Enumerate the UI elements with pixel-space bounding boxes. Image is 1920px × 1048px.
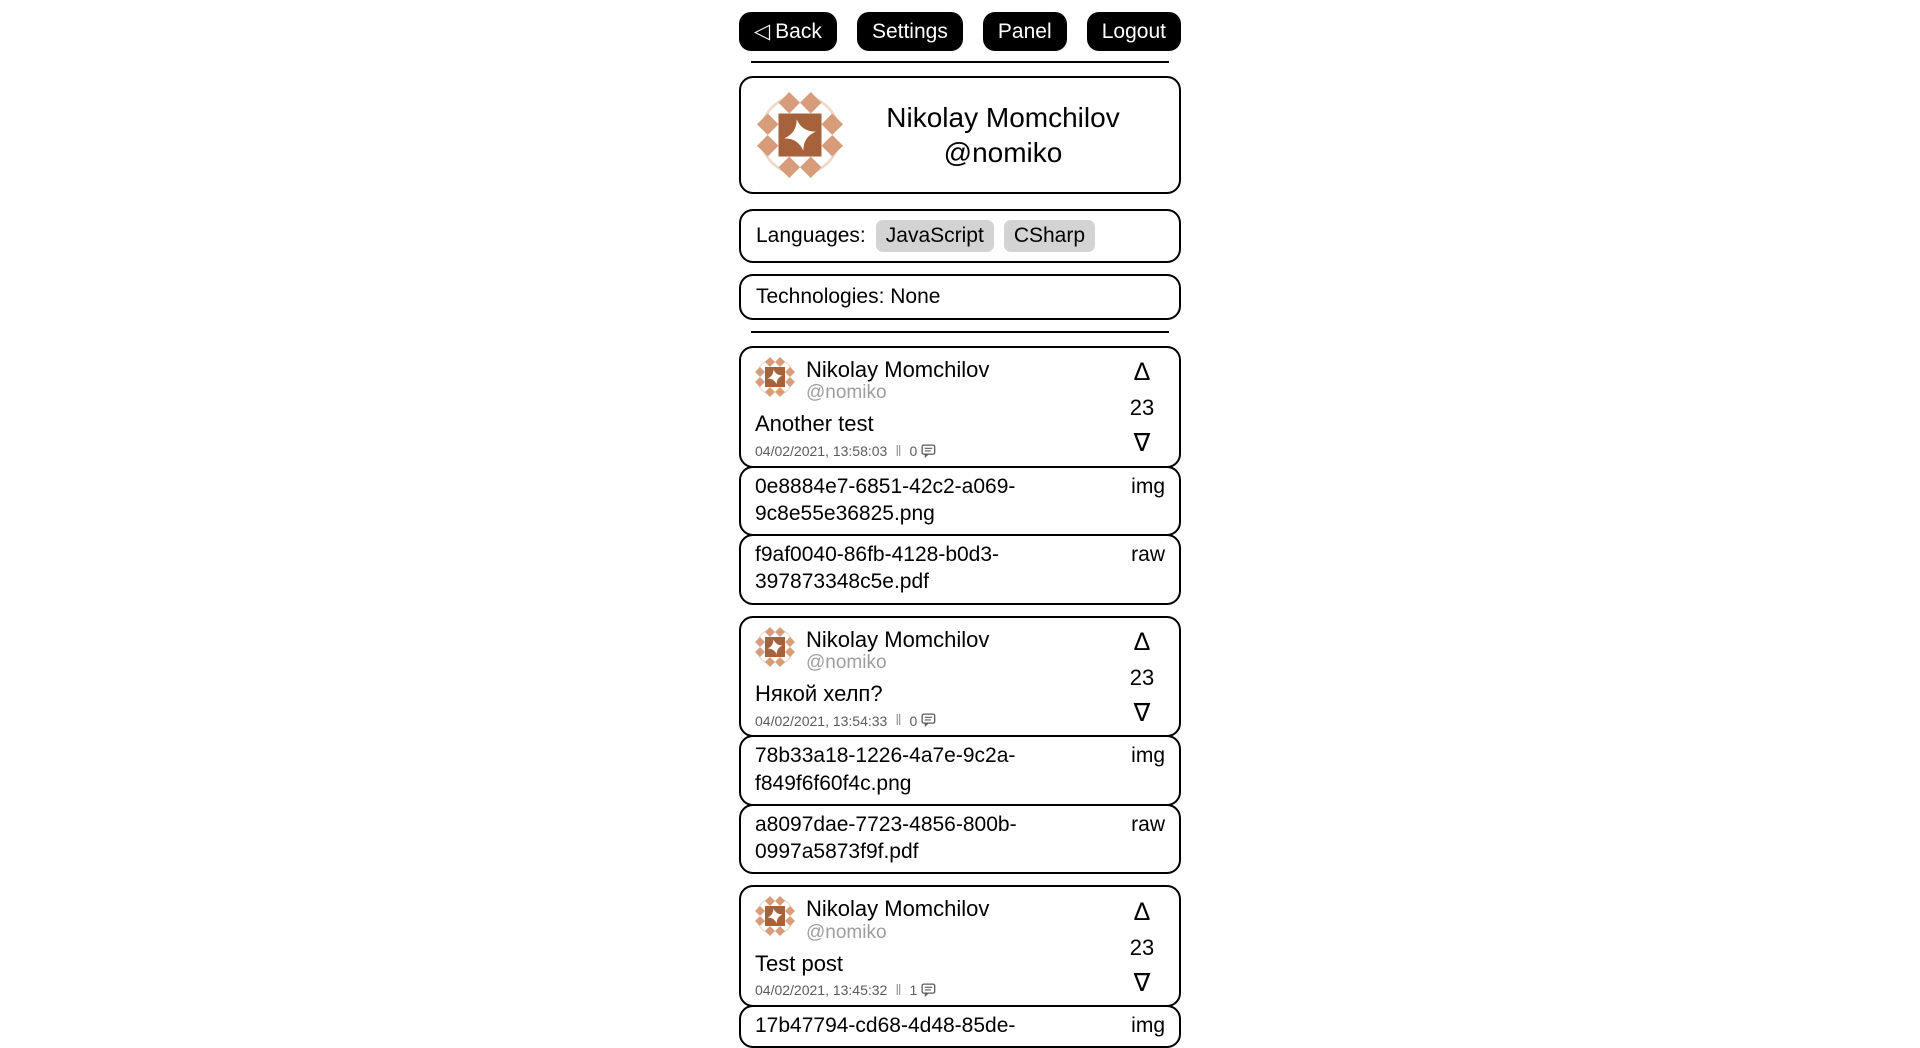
upvote-button[interactable]: Δ xyxy=(1133,897,1151,926)
meta-separator: ‖ xyxy=(895,981,902,999)
post-main xyxy=(755,627,1121,730)
attachment-type: raw xyxy=(1131,812,1165,836)
vote-score: 23 xyxy=(1129,395,1155,421)
profile-handle: @nomiko xyxy=(943,137,1063,168)
vote-column xyxy=(1121,897,1165,997)
attachment-type: img xyxy=(1131,1013,1165,1037)
language-tag-javascript: JavaScript xyxy=(876,220,994,252)
settings-button[interactable] xyxy=(857,12,963,51)
post-timestamp: 04/02/2021, 13:45:32 xyxy=(755,982,888,999)
panel-button-label: Panel xyxy=(997,20,1052,43)
attachment-row[interactable] xyxy=(739,735,1181,806)
post-author-handle: @nomiko xyxy=(806,652,887,674)
comment-count: 0 xyxy=(909,712,918,729)
back-button-label: Back xyxy=(775,20,822,43)
attachment-type: img xyxy=(1131,744,1165,768)
post-card[interactable] xyxy=(739,616,1181,738)
back-button[interactable] xyxy=(739,12,837,51)
post xyxy=(739,346,1181,605)
profile-page xyxy=(739,0,1181,1048)
comment-icon xyxy=(921,444,936,459)
post-main xyxy=(755,357,1121,460)
post-author-name: Nikolay Momchilov xyxy=(806,626,990,652)
attachment-filename: 17b47794-cd68-4d48-85de- xyxy=(755,1013,1016,1037)
top-nav xyxy=(739,0,1181,51)
post-author-name: Nikolay Momchilov xyxy=(806,896,990,922)
attachment-filename: 78b33a18-1226-4a7e-9c2a-f849f6f60f4c.png xyxy=(755,744,1016,795)
post-header xyxy=(755,357,1121,404)
post-author-name: Nikolay Momchilov xyxy=(806,357,990,382)
downvote-button[interactable]: ∇ xyxy=(1133,698,1151,727)
vote-column xyxy=(1121,360,1165,456)
post-author-handle: @nomiko xyxy=(806,382,887,404)
upvote-button[interactable]: Δ xyxy=(1133,627,1151,656)
upvote-button[interactable]: Δ xyxy=(1133,358,1151,387)
language-tag-csharp: CSharp xyxy=(1004,220,1095,252)
attachment-filename: a8097dae-7723-4856-800b-0997a5873f9f.pdf xyxy=(755,812,1017,864)
languages-card xyxy=(739,209,1181,263)
attachment-type: img xyxy=(1131,474,1165,498)
attachment-row[interactable] xyxy=(739,466,1181,537)
back-arrow-icon: ◁ xyxy=(754,20,771,43)
technologies-label: Technologies: None xyxy=(756,285,941,308)
meta-separator: ‖ xyxy=(895,712,902,730)
logout-button[interactable] xyxy=(1087,12,1181,51)
profile-name-block xyxy=(843,100,1163,170)
languages-label: Languages: xyxy=(756,224,866,247)
comment-icon xyxy=(921,983,936,998)
posts-divider xyxy=(751,331,1169,333)
post-meta xyxy=(755,712,1121,729)
attachment-type: raw xyxy=(1131,543,1165,567)
post-header xyxy=(755,627,1121,674)
post-author-avatar xyxy=(755,896,795,936)
post-main xyxy=(755,896,1121,999)
nav-divider xyxy=(751,61,1169,63)
post-author-block xyxy=(806,627,989,674)
attachment-filename: f9af0040-86fb-4128-b0d3-397873348c5e.pdf xyxy=(755,543,1000,594)
logout-button-label: Logout xyxy=(1101,20,1166,43)
post-meta xyxy=(755,982,1121,999)
profile-name: Nikolay Momchilov xyxy=(886,102,1120,133)
vote-column xyxy=(1121,627,1165,727)
comment-icon xyxy=(921,713,936,728)
post xyxy=(739,616,1181,875)
post-author-handle: @nomiko xyxy=(806,921,887,943)
attachment-row[interactable] xyxy=(739,804,1181,875)
post-title: Test post xyxy=(755,950,844,976)
post-author-avatar xyxy=(755,627,795,667)
profile-card xyxy=(739,76,1181,194)
downvote-button[interactable]: ∇ xyxy=(1133,429,1151,458)
profile-avatar xyxy=(757,92,843,178)
attachment-row[interactable] xyxy=(739,1005,1181,1048)
attachment-filename: 0e8884e7-6851-42c2-a069-9c8e55e36825.png xyxy=(755,474,1016,525)
post xyxy=(739,885,1181,1048)
comment-count: 0 xyxy=(909,443,918,460)
post-author-block xyxy=(806,896,989,943)
panel-button[interactable] xyxy=(983,12,1067,51)
comment-count: 1 xyxy=(909,982,918,999)
post-title: Another test xyxy=(755,411,874,437)
settings-button-label: Settings xyxy=(871,20,948,43)
post-author-avatar xyxy=(755,357,795,397)
vote-score: 23 xyxy=(1129,664,1155,690)
post-author-block xyxy=(806,357,989,404)
attachment-row[interactable] xyxy=(739,534,1181,605)
post-card[interactable] xyxy=(739,885,1181,1007)
technologies-card xyxy=(739,274,1181,320)
vote-score: 23 xyxy=(1129,934,1155,960)
downvote-button[interactable]: ∇ xyxy=(1133,968,1151,997)
post-title: Някой хелп? xyxy=(755,680,883,706)
post-card[interactable] xyxy=(739,346,1181,468)
post-timestamp: 04/02/2021, 13:54:33 xyxy=(755,712,888,729)
meta-separator: ‖ xyxy=(895,442,902,460)
post-timestamp: 04/02/2021, 13:58:03 xyxy=(755,443,888,460)
post-meta xyxy=(755,443,1121,460)
post-header xyxy=(755,896,1121,943)
